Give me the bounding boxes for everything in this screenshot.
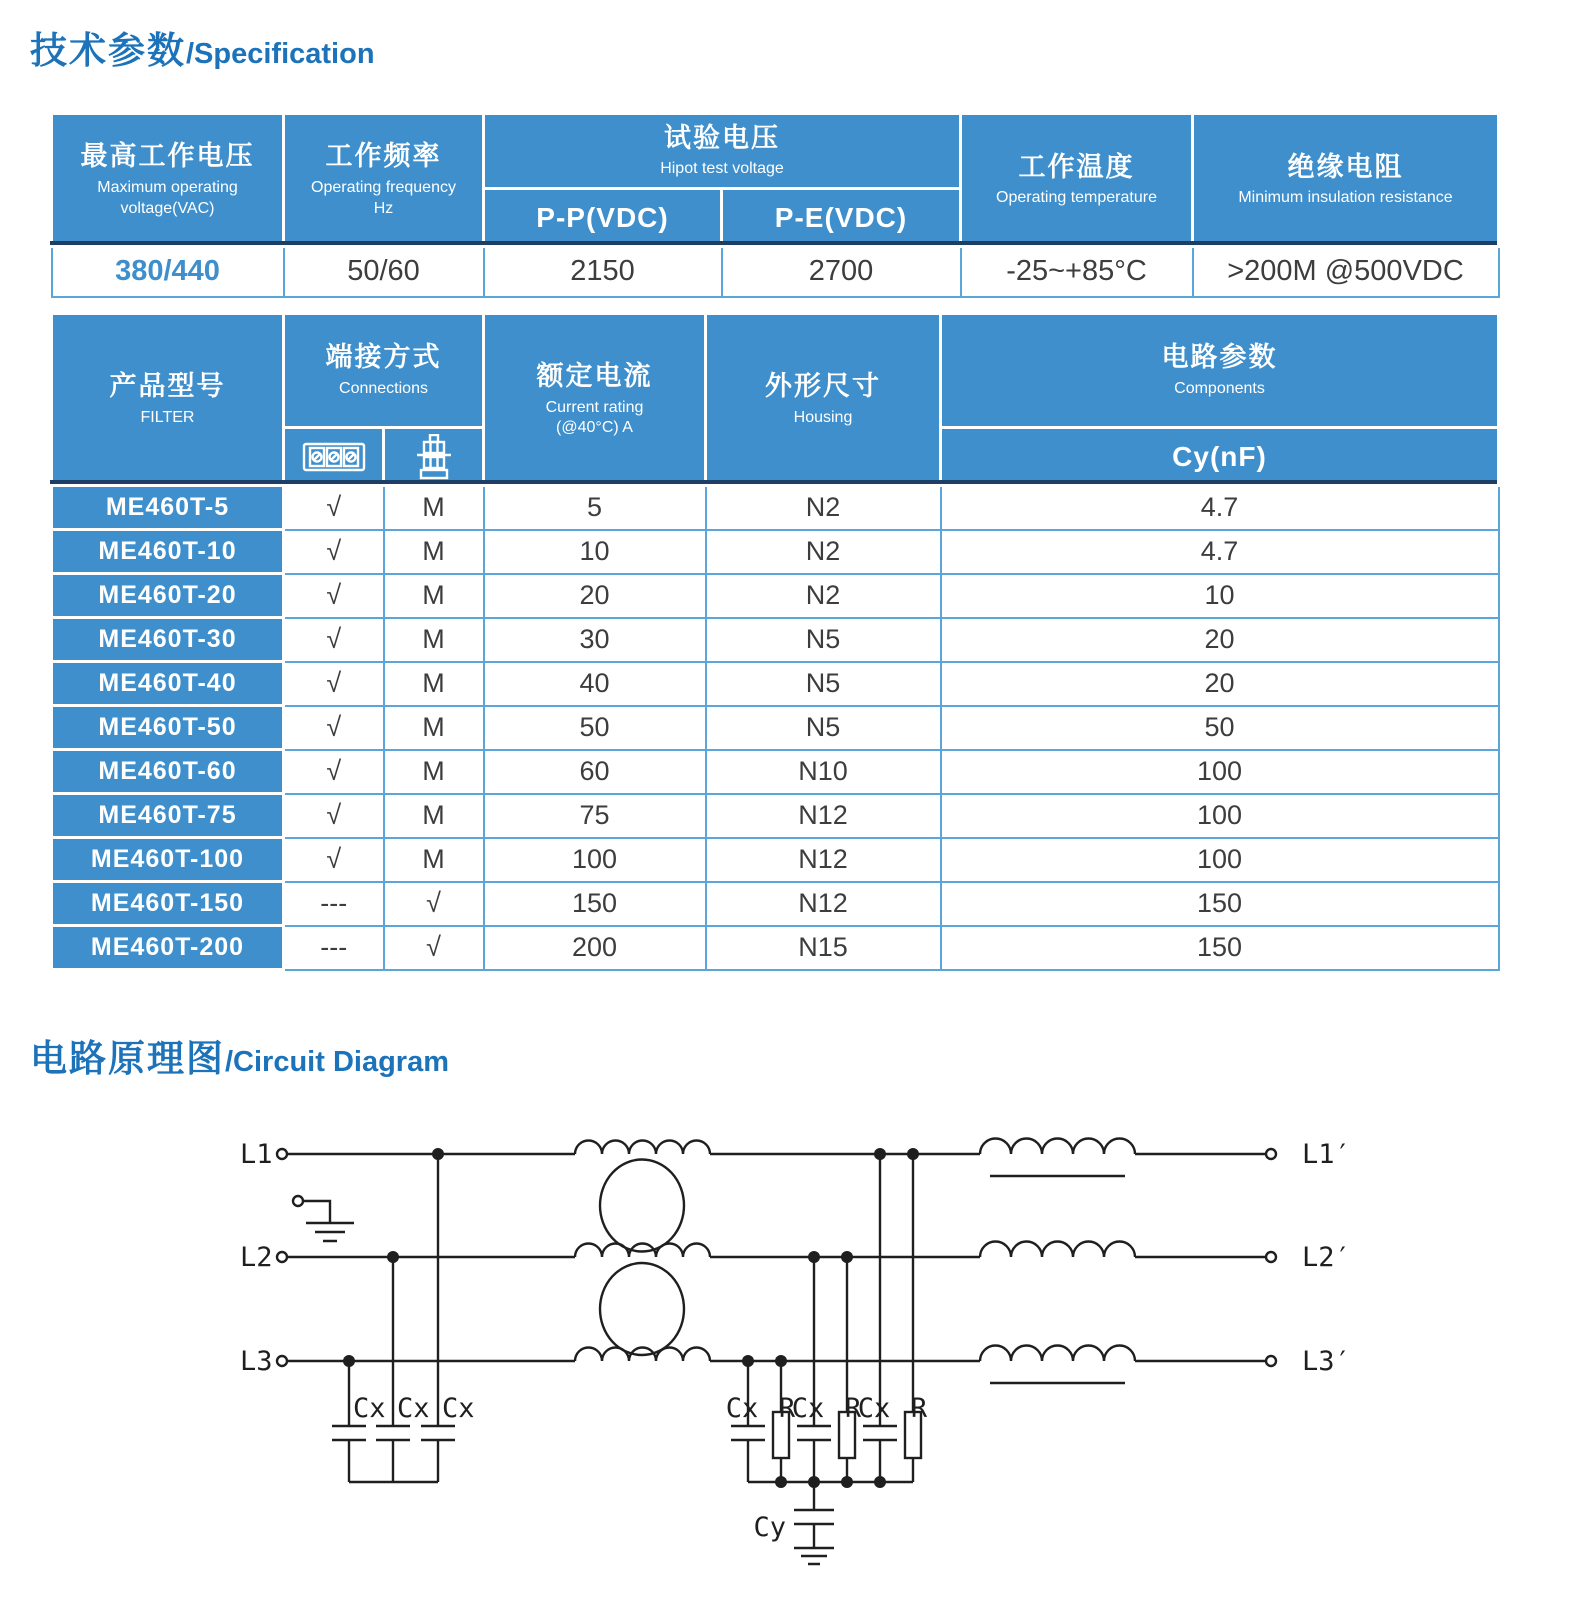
current-cell: 5 <box>484 486 706 530</box>
current-cell: 150 <box>484 882 706 926</box>
housing-cell: N2 <box>706 530 941 574</box>
current-cell: 50 <box>484 706 706 750</box>
terminal-cell: √ <box>284 486 384 530</box>
label-r: R <box>778 1393 796 1424</box>
cy-cell: 4.7 <box>941 530 1499 574</box>
model-cell: ME460T-50 <box>52 706 284 750</box>
cy-cell: 10 <box>941 574 1499 618</box>
stage2-inductors <box>980 1139 1135 1384</box>
choke-core-2 <box>600 1263 684 1355</box>
terminal-cell: √ <box>284 706 384 750</box>
header-temperature: 工作温度 Operating temperature <box>961 114 1193 247</box>
current-cell: 10 <box>484 530 706 574</box>
stud-cell: M <box>384 486 484 530</box>
table-row <box>52 750 1499 794</box>
output-terminal-l1 <box>1266 1149 1276 1159</box>
label-cy: Cy <box>753 1512 786 1543</box>
housing-cell: N10 <box>706 750 941 794</box>
model-cell: ME460T-60 <box>52 750 284 794</box>
terminal-cell: √ <box>284 662 384 706</box>
header-pe-vdc: P-E(VDC) <box>722 189 961 247</box>
model-cell: ME460T-100 <box>52 838 284 882</box>
label-l1: L1 <box>240 1139 273 1170</box>
value-max-voltage: 380/440 <box>52 247 284 297</box>
housing-cell: N5 <box>706 618 941 662</box>
header-housing: 外形尺寸 Housing <box>706 314 941 486</box>
terminal-cell: --- <box>284 882 384 926</box>
value-pe-vdc: 2700 <box>722 247 961 297</box>
current-cell: 40 <box>484 662 706 706</box>
model-cell: ME460T-75 <box>52 794 284 838</box>
stage1-inductors <box>575 1141 710 1362</box>
model-cell: ME460T-40 <box>52 662 284 706</box>
table-row <box>52 706 1499 750</box>
table-row <box>52 618 1499 662</box>
table-row <box>52 882 1499 926</box>
model-selection-table <box>50 312 1500 971</box>
table1-header-edge <box>50 241 1497 245</box>
stud-cell: √ <box>384 926 484 970</box>
header-insulation: 绝缘电阻 Minimum insulation resistance <box>1193 114 1499 247</box>
model-cell: ME460T-20 <box>52 574 284 618</box>
cy-cell: 150 <box>941 926 1499 970</box>
model-cell: ME460T-200 <box>52 926 284 970</box>
current-cell: 75 <box>484 794 706 838</box>
stud-terminal-icon <box>385 434 482 480</box>
value-pp-vdc: 2150 <box>484 247 722 297</box>
cy-cell: 20 <box>941 618 1499 662</box>
stud-cell: M <box>384 750 484 794</box>
housing-cell: N2 <box>706 574 941 618</box>
value-insulation: >200M @500VDC <box>1193 247 1499 297</box>
terminal-cell: √ <box>284 794 384 838</box>
output-terminal-l3 <box>1266 1356 1276 1366</box>
label-l2-out: L2′ <box>1302 1242 1351 1273</box>
stud-cell: M <box>384 618 484 662</box>
terminal-cell: √ <box>284 530 384 574</box>
junction-dots <box>343 1148 919 1488</box>
value-temperature: -25~+85°C <box>961 247 1193 297</box>
cy-cell: 20 <box>941 662 1499 706</box>
cy-to-ground <box>753 1482 834 1564</box>
table-row <box>52 926 1499 970</box>
cy-cell: 150 <box>941 882 1499 926</box>
cy-cell: 50 <box>941 706 1499 750</box>
stud-cell: M <box>384 838 484 882</box>
table-row <box>52 486 1499 530</box>
ground-terminal-icon <box>293 1196 354 1241</box>
model-cell: ME460T-10 <box>52 530 284 574</box>
label-cx: Cx <box>397 1393 430 1424</box>
current-cell: 200 <box>484 926 706 970</box>
current-cell: 20 <box>484 574 706 618</box>
cy-cell: 100 <box>941 794 1499 838</box>
section-title-specification <box>30 20 375 74</box>
housing-cell: N15 <box>706 926 941 970</box>
cy-cell: 4.7 <box>941 486 1499 530</box>
output-cx-r-bank <box>726 1154 928 1482</box>
table-row <box>52 838 1499 882</box>
table-row <box>52 662 1499 706</box>
current-cell: 30 <box>484 618 706 662</box>
cy-cell: 100 <box>941 838 1499 882</box>
circuit-diagram <box>230 1090 1580 1610</box>
label-cx: Cx <box>442 1393 475 1424</box>
phase-lines <box>287 1154 1265 1361</box>
header-frequency: 工作频率 Operating frequency Hz <box>284 114 484 247</box>
table-row <box>52 574 1499 618</box>
section-title-en: /Specification <box>186 38 375 70</box>
section-title-en: /Circuit Diagram <box>225 1046 449 1078</box>
model-cell: ME460T-30 <box>52 618 284 662</box>
label-l3: L3 <box>240 1346 273 1377</box>
header-current-rating: 额定电流 Current rating (@40°C) A <box>484 314 706 486</box>
electrical-spec-table <box>50 112 1500 298</box>
housing-cell: N12 <box>706 882 941 926</box>
table-row <box>52 794 1499 838</box>
current-cell: 100 <box>484 838 706 882</box>
housing-cell: N12 <box>706 794 941 838</box>
choke-core-1 <box>600 1160 684 1252</box>
housing-cell: N5 <box>706 706 941 750</box>
section-title-circuit-diagram <box>30 1028 449 1082</box>
table2-header-edge <box>50 480 1497 484</box>
housing-cell: N12 <box>706 838 941 882</box>
label-cx: Cx <box>791 1393 825 1424</box>
spec-values-row <box>52 247 1499 297</box>
stud-cell: M <box>384 794 484 838</box>
header-connections: 端接方式 Connections <box>284 314 484 428</box>
terminal-cell: √ <box>284 838 384 882</box>
stud-cell: M <box>384 574 484 618</box>
input-cx-bank <box>332 1154 475 1482</box>
stud-cell: M <box>384 706 484 750</box>
section-title-zh: 电路原理图 <box>30 1038 225 1079</box>
header-components: 电路参数 Components <box>941 314 1499 428</box>
model-cell: ME460T-150 <box>52 882 284 926</box>
connection-type-terminal-block <box>284 428 384 486</box>
housing-cell: N5 <box>706 662 941 706</box>
terminal-block-icon <box>285 439 382 475</box>
label-cx: Cx <box>353 1393 386 1424</box>
model-cell: ME460T-5 <box>52 486 284 530</box>
input-terminal-l2 <box>277 1252 287 1262</box>
terminal-cell: √ <box>284 574 384 618</box>
stud-cell: M <box>384 530 484 574</box>
connection-type-stud <box>384 428 484 486</box>
label-r: R <box>844 1393 862 1424</box>
header-pp-vdc: P-P(VDC) <box>484 189 722 247</box>
terminal-cell: --- <box>284 926 384 970</box>
section-title-zh: 技术参数 <box>30 30 186 71</box>
current-cell: 60 <box>484 750 706 794</box>
value-frequency: 50/60 <box>284 247 484 297</box>
header-cy-nf: Cy(nF) <box>941 428 1499 486</box>
housing-cell: N2 <box>706 486 941 530</box>
header-model: 产品型号 FILTER <box>52 314 284 486</box>
cy-cell: 100 <box>941 750 1499 794</box>
terminal-cell: √ <box>284 750 384 794</box>
header-hipot: 试验电压 Hipot test voltage <box>484 114 961 189</box>
input-terminal-l3 <box>277 1356 287 1366</box>
output-terminal-l2 <box>1266 1252 1276 1262</box>
label-r: R <box>910 1393 928 1424</box>
stud-cell: M <box>384 662 484 706</box>
label-cx: Cx <box>857 1393 891 1424</box>
terminal-cell: √ <box>284 618 384 662</box>
header-max-voltage: 最高工作电压 Maximum operating voltage(VAC) <box>52 114 284 247</box>
label-l2: L2 <box>240 1242 273 1273</box>
stud-cell: √ <box>384 882 484 926</box>
ground-icon <box>794 1548 834 1564</box>
label-cx: Cx <box>725 1393 759 1424</box>
input-terminal-l1 <box>277 1149 287 1159</box>
label-l3-out: L3′ <box>1302 1346 1351 1377</box>
table-row <box>52 530 1499 574</box>
label-l1-out: L1′ <box>1302 1139 1351 1170</box>
